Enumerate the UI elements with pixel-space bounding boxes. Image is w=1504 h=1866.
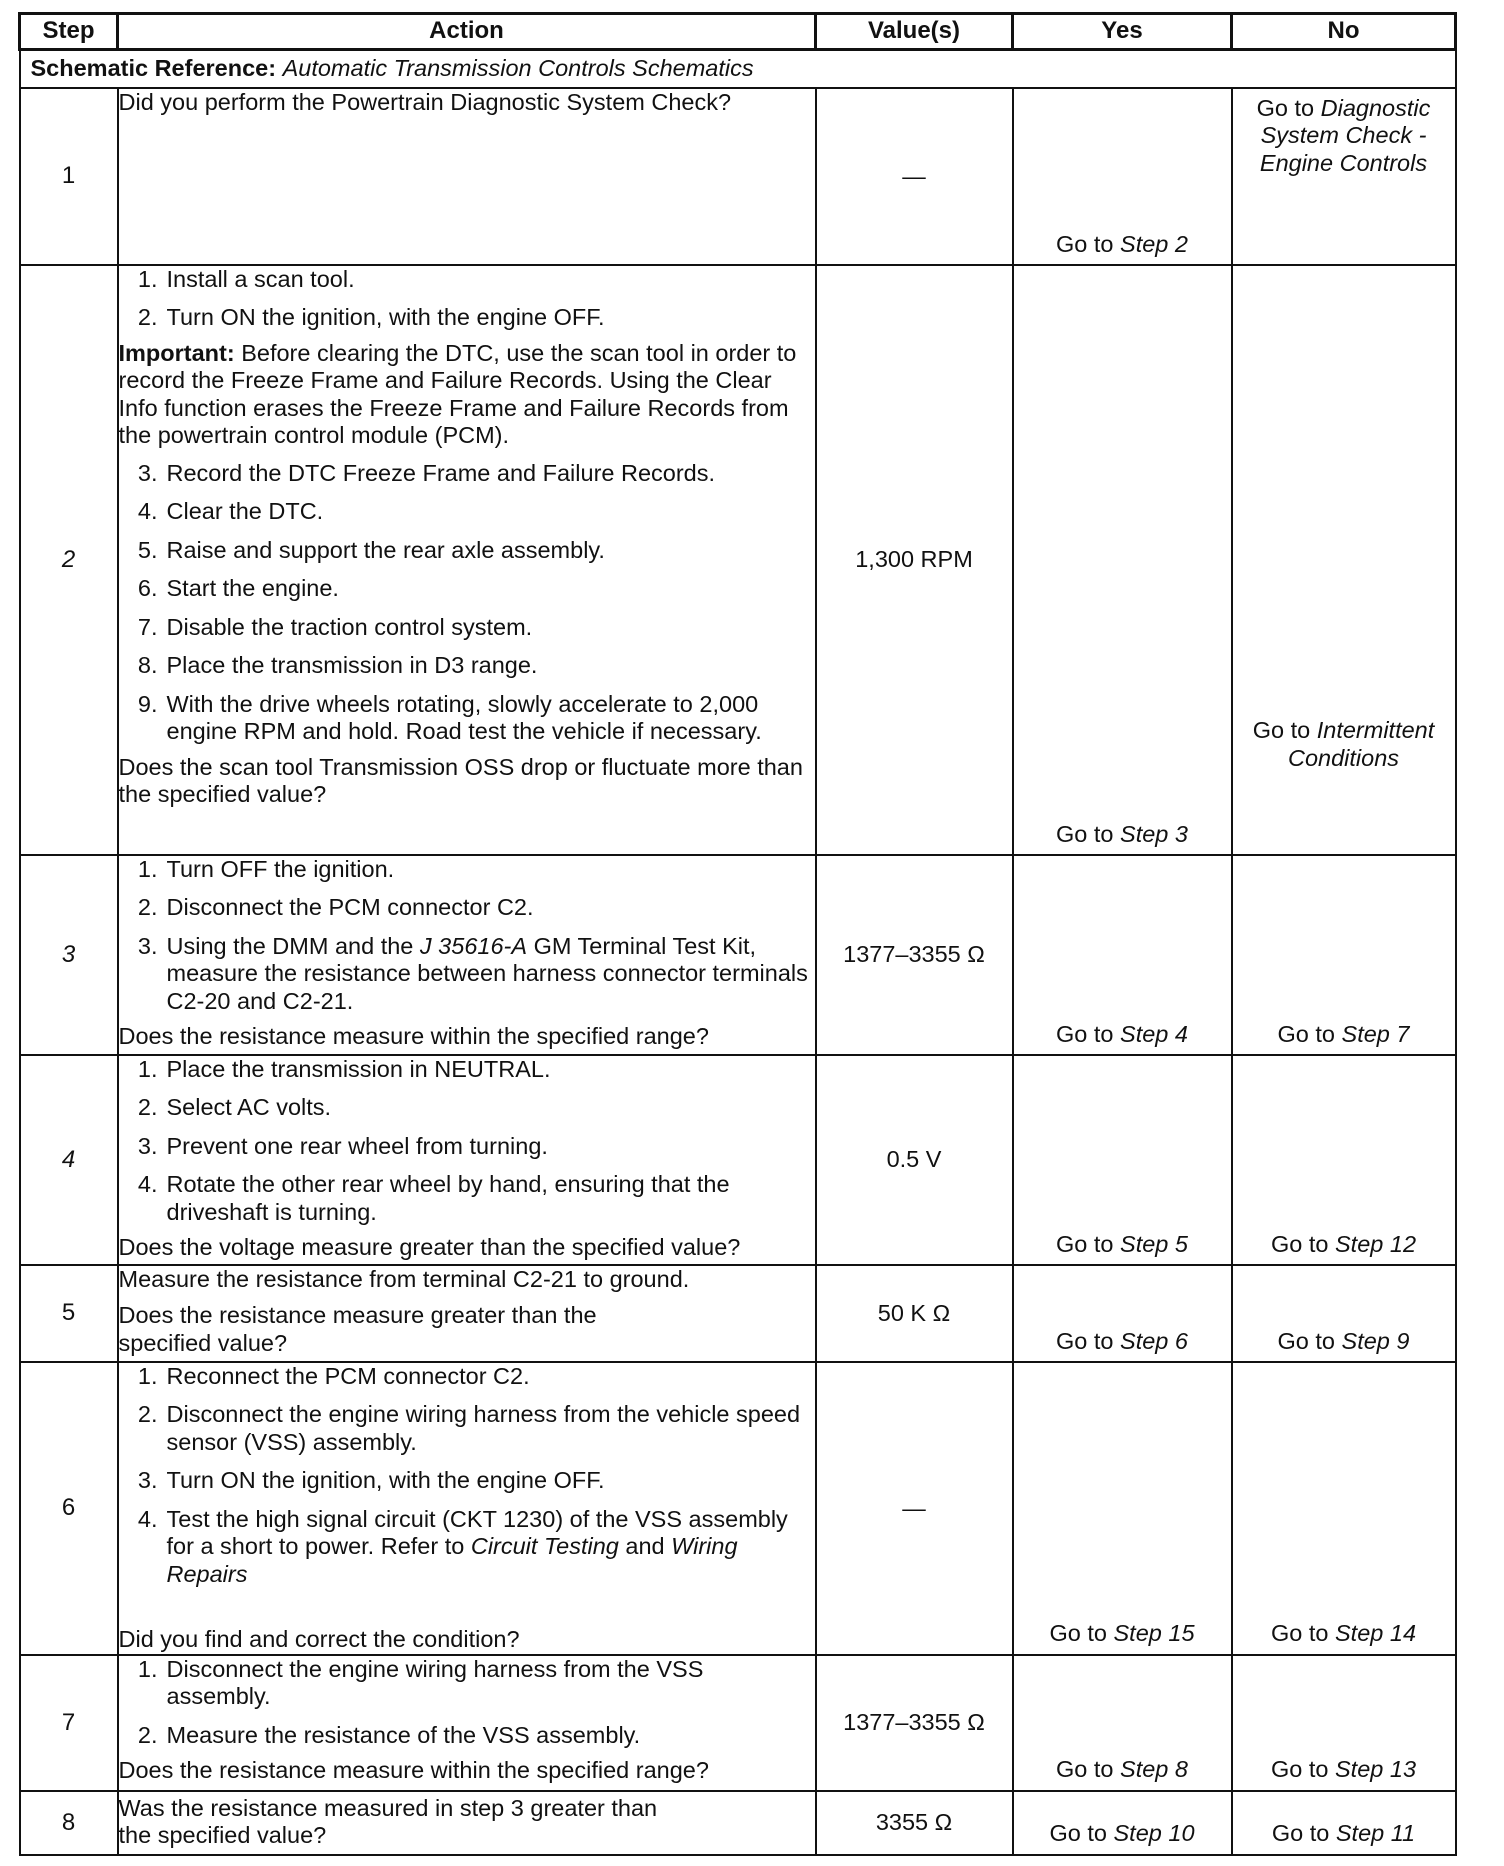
value-cell: 3355 Ω	[816, 1791, 1013, 1855]
table-row	[20, 1265, 1456, 1362]
item-text: Rotate the other rear wheel by hand, ensuring that the driveshaft is turning.	[166, 1171, 730, 1225]
action-text: Measure the resistance from terminal C2-21 to ground.	[118, 1266, 690, 1292]
no-prefix: Go to	[1256, 95, 1315, 121]
action-cell	[118, 1655, 816, 1791]
yes-prefix: Go to	[1049, 1820, 1107, 1847]
tool-reference: J 35616-A	[419, 932, 528, 959]
no-cell	[1232, 1265, 1456, 1362]
list-item	[119, 1363, 815, 1390]
item-number: 1.	[137, 1655, 158, 1682]
important-text: Before clearing the DTC, use the scan tool in order to record the Freeze Frame and Failure Records. Using the Clear Info function erases the Freeze Frame and Failure Records from the powertrain control module (PCM).	[118, 339, 797, 449]
step-number: 5	[20, 1265, 118, 1362]
item-text-part: and	[625, 1533, 665, 1560]
important-label: Important:	[118, 339, 235, 366]
action-list	[119, 1056, 815, 1226]
spacer	[119, 1596, 815, 1626]
action-question: Does the resistance measure within the specified range?	[118, 1023, 709, 1050]
value-cell: 1377–3355 Ω	[816, 1655, 1013, 1791]
header-step: Step	[20, 14, 118, 50]
item-number: 4.	[137, 498, 158, 525]
action-cell	[118, 265, 816, 855]
yes-prefix: Go to	[1056, 1756, 1114, 1783]
list-item	[119, 1506, 815, 1588]
action-list	[119, 1656, 815, 1749]
list-item	[119, 498, 815, 525]
no-prefix: Go to	[1271, 1820, 1330, 1847]
list-item	[119, 266, 815, 293]
list-item	[119, 933, 815, 1015]
value-cell: 50 K Ω	[816, 1265, 1013, 1362]
list-item	[119, 1094, 815, 1121]
yes-prefix: Go to	[1056, 1327, 1114, 1354]
header-no: No	[1232, 14, 1456, 50]
item-text	[167, 1506, 815, 1588]
header-row	[20, 14, 1456, 50]
yes-prefix: Go to	[1056, 230, 1114, 257]
table-row	[20, 1362, 1456, 1655]
item-number: 9.	[137, 690, 158, 717]
yes-prefix: Go to	[1049, 1620, 1107, 1647]
no-link[interactable]: Step 9	[1341, 1327, 1410, 1354]
diagnostic-table	[18, 12, 1457, 1856]
item-number: 4.	[137, 1505, 158, 1532]
yes-link[interactable]: Step 10	[1113, 1820, 1195, 1847]
list-item	[119, 894, 815, 921]
list-item	[119, 691, 815, 746]
yes-link[interactable]: Step 4	[1120, 1020, 1188, 1047]
yes-link[interactable]: Step 3	[1120, 820, 1188, 847]
yes-cell	[1013, 265, 1232, 855]
action-question: Does the voltage measure greater than the specified value?	[118, 1234, 741, 1261]
item-number: 2.	[137, 1401, 158, 1428]
value-cell: —	[816, 88, 1013, 265]
no-link[interactable]: Diagnostic System Check - Engine Controls	[1259, 95, 1431, 176]
item-number: 1.	[137, 856, 158, 882]
yes-link[interactable]: Step 6	[1120, 1327, 1188, 1354]
action-question: Did you find and correct the condition?	[118, 1626, 520, 1653]
no-link[interactable]: Step 7	[1341, 1020, 1410, 1047]
no-link[interactable]: Intermittent Conditions	[1287, 717, 1435, 771]
schematic-reference	[20, 50, 1456, 89]
item-text: Disconnect the engine wiring harness from the vehicle speed sensor (VSS) assembly.	[166, 1401, 801, 1455]
list-item	[119, 1467, 815, 1494]
no-prefix: Go to	[1277, 1020, 1335, 1047]
important-note	[119, 340, 815, 450]
list-item	[119, 1171, 815, 1226]
item-text: Turn OFF the ignition.	[166, 856, 395, 882]
action-list	[119, 460, 815, 746]
item-text-part: Test the high signal circuit (CKT 1230) of the VSS assembly for a short to power. Refer to	[166, 1505, 788, 1560]
no-link[interactable]: Step 12	[1335, 1230, 1417, 1257]
step-number: 8	[20, 1791, 118, 1855]
item-text: Select AC volts.	[166, 1094, 332, 1121]
step-number: 3	[20, 855, 118, 1055]
item-number: 3.	[137, 932, 158, 959]
action-question: Was the resistance measured in step 3 greater than the specified value?	[118, 1794, 658, 1849]
list-item	[119, 614, 815, 641]
schematic-label: Schematic Reference:	[30, 55, 277, 82]
no-prefix: Go to	[1277, 1327, 1335, 1354]
action-list	[119, 1363, 815, 1588]
yes-cell	[1013, 855, 1232, 1055]
list-item	[119, 652, 815, 679]
no-cell	[1232, 1055, 1456, 1265]
value-cell: 1,300 RPM	[816, 265, 1013, 855]
action-cell	[118, 855, 816, 1055]
yes-link[interactable]: Step 2	[1120, 230, 1188, 257]
item-number: 2.	[137, 1721, 158, 1748]
item-text: With the drive wheels rotating, slowly accelerate to 2,000 engine RPM and hold. Road test the vehicle if necessary.	[166, 690, 762, 745]
item-text-part: Using the DMM and the	[166, 932, 414, 959]
table-row	[20, 88, 1456, 265]
action-cell	[118, 1791, 816, 1855]
yes-cell	[1013, 1055, 1232, 1265]
list-item	[119, 1722, 815, 1749]
schematic-link[interactable]: Automatic Transmission Controls Schematics	[282, 55, 754, 82]
item-text: Start the engine.	[166, 575, 339, 602]
list-item	[119, 1056, 815, 1083]
header-action: Action	[118, 14, 816, 50]
no-cell	[1232, 1362, 1456, 1655]
no-prefix: Go to	[1270, 1756, 1329, 1783]
list-item	[119, 1656, 815, 1711]
item-number: 2.	[137, 304, 158, 331]
yes-link[interactable]: Step 8	[1120, 1756, 1188, 1783]
item-number: 3.	[137, 1132, 158, 1159]
item-number: 2.	[137, 894, 158, 921]
item-number: 7.	[137, 613, 158, 640]
no-link[interactable]: Step 11	[1335, 1820, 1416, 1847]
step-number: 6	[20, 1362, 118, 1655]
item-text: Disconnect the engine wiring harness from the VSS assembly.	[166, 1655, 704, 1710]
list-item	[119, 1133, 815, 1160]
item-text: Turn ON the ignition, with the engine OFF.	[166, 1467, 605, 1494]
no-cell	[1232, 265, 1456, 855]
no-cell	[1232, 88, 1456, 265]
action-cell	[118, 1265, 816, 1362]
item-number: 1.	[137, 266, 158, 292]
item-text: Prevent one rear wheel from turning.	[166, 1132, 548, 1159]
yes-cell	[1013, 1362, 1232, 1655]
item-text: Install a scan tool.	[166, 266, 355, 292]
item-text: Reconnect the PCM connector C2.	[166, 1363, 530, 1389]
list-item	[119, 460, 815, 487]
step-number: 4	[20, 1055, 118, 1265]
item-number: 3.	[137, 459, 158, 486]
yes-cell	[1013, 1265, 1232, 1362]
item-text-part: GM Terminal Test Kit, measure the resistance between harness connector terminals C2-20 and C2-21.	[166, 932, 808, 1014]
item-text: Place the transmission in D3 range.	[166, 652, 538, 679]
item-text: Place the transmission in NEUTRAL.	[166, 1056, 551, 1082]
item-text: Clear the DTC.	[166, 498, 324, 525]
action-cell	[118, 88, 816, 265]
circuit-testing-link[interactable]: Circuit Testing	[470, 1533, 619, 1560]
list-item	[119, 856, 815, 883]
item-text: Measure the resistance of the VSS assembly.	[166, 1721, 641, 1748]
item-number: 4.	[137, 1171, 158, 1198]
table-row	[20, 265, 1456, 855]
step-number: 1	[20, 88, 118, 265]
no-link[interactable]: Step 13	[1335, 1756, 1417, 1783]
table-row	[20, 855, 1456, 1055]
no-cell	[1232, 855, 1456, 1055]
item-number: 3.	[137, 1467, 158, 1494]
yes-prefix: Go to	[1056, 820, 1114, 847]
yes-cell	[1013, 1791, 1232, 1855]
value-cell: 0.5 V	[816, 1055, 1013, 1265]
table-row	[20, 1055, 1456, 1265]
action-question: Does the scan tool Transmission OSS drop or fluctuate more than the specified value?	[118, 753, 803, 808]
yes-prefix: Go to	[1056, 1020, 1114, 1047]
item-text	[167, 933, 815, 1015]
action-list	[119, 856, 815, 1015]
no-link[interactable]: Step 14	[1335, 1620, 1417, 1647]
item-number: 1.	[137, 1056, 158, 1082]
item-text: Record the DTC Freeze Frame and Failure Records.	[166, 459, 716, 486]
wiring-repairs-link[interactable]: Wiring Repairs	[166, 1533, 738, 1587]
action-list	[119, 266, 815, 332]
step-number: 7	[20, 1655, 118, 1791]
no-prefix: Go to	[1270, 1230, 1329, 1257]
action-cell	[118, 1362, 816, 1655]
action-text: Did you perform the Powertrain Diagnostic System Check?	[118, 89, 732, 115]
value-cell: 1377–3355 Ω	[816, 855, 1013, 1055]
list-item	[119, 304, 815, 331]
item-number: 5.	[137, 536, 158, 563]
diagnostic-table-page	[18, 12, 1457, 1856]
item-number: 2.	[137, 1094, 158, 1121]
item-number: 6.	[137, 575, 158, 602]
header-yes: Yes	[1013, 14, 1232, 50]
list-item	[119, 1401, 815, 1456]
no-cell	[1232, 1655, 1456, 1791]
yes-prefix: Go to	[1056, 1230, 1114, 1257]
no-prefix: Go to	[1270, 1620, 1329, 1647]
no-cell	[1232, 1791, 1456, 1855]
item-number: 8.	[137, 652, 158, 679]
table-row	[20, 1791, 1456, 1855]
item-number: 1.	[137, 1363, 158, 1389]
table-row	[20, 1655, 1456, 1791]
yes-cell	[1013, 1655, 1232, 1791]
item-text: Disable the traction control system.	[166, 613, 533, 640]
action-question: Does the resistance measure greater than the specified value?	[118, 1302, 597, 1356]
yes-link[interactable]: Step 5	[1120, 1230, 1188, 1257]
step-number: 2	[20, 265, 118, 855]
header-values: Value(s)	[816, 14, 1013, 50]
item-text: Raise and support the rear axle assembly.	[166, 536, 605, 563]
item-text: Disconnect the PCM connector C2.	[166, 894, 534, 921]
item-text: Turn ON the ignition, with the engine OFF.	[166, 304, 605, 331]
schematic-row	[20, 50, 1456, 89]
list-item	[119, 537, 815, 564]
action-cell	[118, 1055, 816, 1265]
action-question: Does the resistance measure within the specified range?	[118, 1757, 709, 1784]
list-item	[119, 575, 815, 602]
yes-link[interactable]: Step 15	[1113, 1620, 1195, 1647]
yes-cell	[1013, 88, 1232, 265]
no-prefix: Go to	[1252, 717, 1311, 744]
value-cell: —	[816, 1362, 1013, 1655]
